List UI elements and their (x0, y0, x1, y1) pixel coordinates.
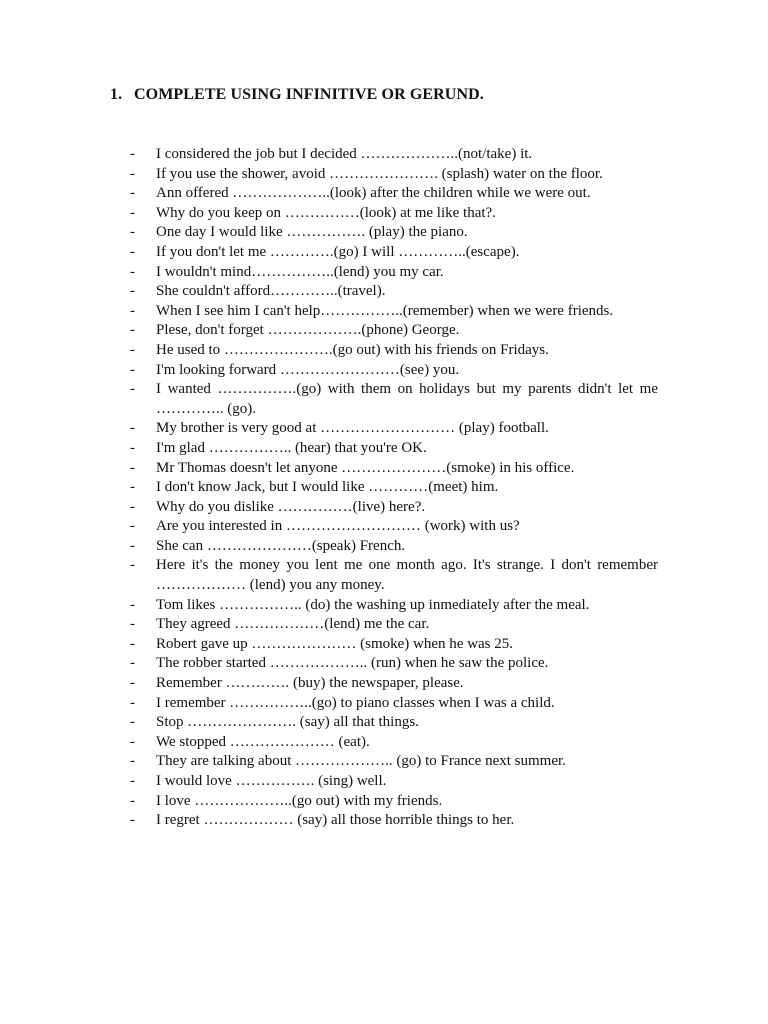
bullet-dash: - (130, 185, 135, 202)
exercise-item (130, 635, 658, 655)
exercise-item (130, 223, 658, 243)
bullet-dash: - (130, 792, 135, 809)
exercise-item (130, 517, 658, 537)
exercise-item (130, 321, 658, 341)
exercise-item-text: I regret ……………… (say) all those horrible things to her. (156, 812, 515, 829)
bullet-dash: - (130, 322, 135, 339)
exercise-item-text: They agreed ………………(lend) me the car. (156, 616, 430, 633)
exercise-item (130, 674, 658, 694)
exercise-item (130, 478, 658, 498)
exercise-item (130, 302, 658, 322)
exercise-title-text: COMPLETE USING INFINITIVE OR GERUND. (134, 86, 484, 103)
exercise-item (130, 694, 658, 714)
exercise-item-text: If you don't let me ………….(go) I will …………..(escape). (156, 243, 520, 260)
bullet-dash: - (130, 146, 135, 162)
exercise-list (130, 145, 658, 831)
exercise-item (130, 498, 658, 518)
bullet-dash: - (130, 420, 135, 437)
exercise-item-text: Why do you dislike ……………(live) here?. (156, 498, 426, 515)
bullet-dash: - (130, 812, 135, 829)
exercise-item (130, 713, 658, 733)
bullet-dash: - (130, 165, 135, 182)
exercise-item (130, 596, 658, 616)
bullet-dash: - (130, 341, 135, 358)
exercise-item (130, 204, 658, 224)
bullet-dash: - (130, 635, 135, 652)
bullet-dash: - (130, 518, 135, 535)
exercise-item (130, 282, 658, 302)
bullet-dash: - (130, 557, 135, 574)
exercise-item (130, 184, 658, 204)
exercise-item-text: If you use the shower, avoid …………………. (splash) water on the floor. (156, 165, 603, 182)
exercise-item-text: One day I would like ……………. (play) the piano. (156, 224, 468, 241)
bullet-dash: - (130, 733, 135, 750)
exercise-item-text: I'm glad …………….. (hear) that you're OK. (156, 439, 427, 456)
exercise-item-text: I wanted …………….(go) with them on holidays but my parents didn't let me ………….. (go). (156, 381, 658, 417)
exercise-item-text: I love ………………..(go out) with my friends. (156, 792, 443, 809)
exercise-item (130, 615, 658, 635)
bullet-dash: - (130, 596, 135, 613)
exercise-item (130, 792, 658, 812)
exercise-title (110, 86, 484, 104)
bullet-dash: - (130, 694, 135, 711)
exercise-item-text: Remember …………. (buy) the newspaper, please. (156, 675, 464, 692)
exercise-item (130, 772, 658, 792)
bullet-dash: - (130, 243, 135, 260)
exercise-item-text: When I see him I can't help……………..(remember) when we were friends. (156, 302, 614, 319)
exercise-item-text: Here it's the money you lent me one month ago. It's strange. I don't remember ……………… (lend) you any money. (156, 557, 658, 594)
exercise-item-text: Ann offered ………………..(look) after the children while we were out. (156, 185, 591, 202)
bullet-dash: - (130, 773, 135, 789)
exercise-item-text: Are you interested in ……………………… (work) with us? (156, 518, 520, 535)
exercise-item-text: The robber started ……………….. (run) when he saw the police. (156, 655, 549, 672)
bullet-dash: - (130, 753, 135, 770)
bullet-dash: - (130, 616, 135, 633)
exercise-item-text: He used to ………………….(go out) with his friends on Fridays. (156, 341, 549, 358)
exercise-number: 1. (110, 86, 123, 103)
exercise-item (130, 419, 658, 439)
exercise-item (130, 243, 658, 263)
bullet-dash: - (130, 498, 135, 515)
exercise-item-text: Why do you keep on ……………(look) at me like that?. (156, 204, 496, 221)
exercise-item-text: My brother is very good at ……………………… (play) football. (156, 420, 549, 437)
bullet-dash: - (130, 263, 135, 280)
exercise-item (130, 361, 658, 381)
exercise-item (130, 733, 658, 753)
exercise-item-text: I don't know Jack, but I would like …………(meet) him. (156, 479, 499, 496)
exercise-item-text: We stopped ………………… (eat). (156, 733, 370, 750)
exercise-item-text: I'm looking forward ……………………(see) you. (156, 361, 460, 378)
exercise-item-text: She couldn't afford…………..(travel). (156, 283, 386, 300)
exercise-item (130, 556, 658, 595)
bullet-dash: - (130, 714, 135, 731)
bullet-dash: - (130, 224, 135, 241)
bullet-dash: - (130, 204, 135, 221)
exercise-item-text: I would love ……………. (sing) well. (156, 773, 387, 789)
exercise-item (130, 165, 658, 185)
exercise-item (130, 145, 658, 165)
bullet-dash: - (130, 361, 135, 378)
exercise-item (130, 752, 658, 772)
bullet-dash: - (130, 675, 135, 692)
exercise-item-text: Plese, don't forget ……………….(phone) George. (156, 322, 460, 339)
exercise-item (130, 341, 658, 361)
bullet-dash: - (130, 459, 135, 476)
exercise-item (130, 439, 658, 459)
exercise-item-text: She can …………………(speak) French. (156, 537, 406, 554)
exercise-item (130, 380, 658, 419)
exercise-item (130, 263, 658, 283)
bullet-dash: - (130, 439, 135, 456)
exercise-item-text: Stop …………………. (say) all that things. (156, 714, 419, 731)
exercise-item (130, 811, 658, 831)
bullet-dash: - (130, 302, 135, 319)
bullet-dash: - (130, 655, 135, 672)
bullet-dash: - (130, 283, 135, 300)
bullet-dash: - (130, 381, 135, 398)
exercise-item-text: Mr Thomas doesn't let anyone …………………(smoke) in his office. (156, 459, 575, 476)
exercise-item (130, 459, 658, 479)
exercise-item (130, 654, 658, 674)
exercise-item (130, 537, 658, 557)
exercise-item-text: I considered the job but I decided ………………..(not/take) it. (156, 146, 533, 162)
bullet-dash: - (130, 537, 135, 554)
exercise-item-text: Robert gave up ………………… (smoke) when he was 25. (156, 635, 514, 652)
exercise-item-text: They are talking about ……………….. (go) to France next summer. (156, 753, 566, 770)
exercise-item-text: I wouldn't mind……………..(lend) you my car. (156, 263, 444, 280)
exercise-item-text: Tom likes …………….. (do) the washing up inmediately after the meal. (156, 596, 590, 613)
exercise-item-text: I remember ……………..(go) to piano classes when I was a child. (156, 694, 555, 711)
bullet-dash: - (130, 479, 135, 496)
